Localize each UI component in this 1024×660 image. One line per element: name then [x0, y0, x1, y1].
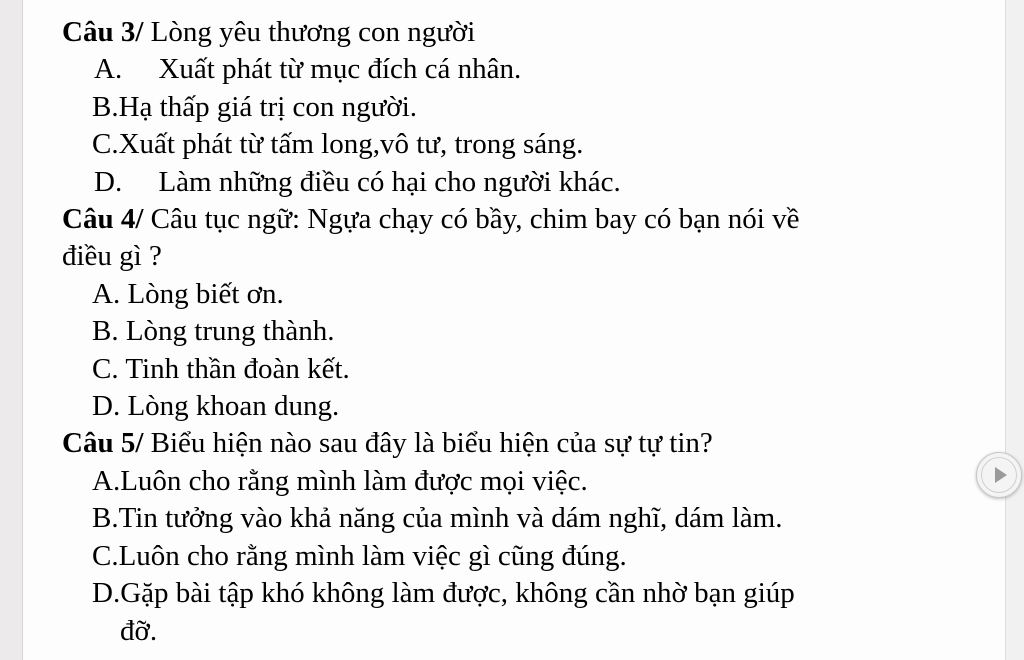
question-text-4-continued: điều gì ?	[62, 240, 162, 273]
option-5-a: A.Luôn cho rằng mình làm được mọi việc.	[92, 464, 588, 497]
option-4-c: C. Tinh thần đoàn kết.	[92, 352, 350, 385]
play-next-button[interactable]	[976, 452, 1022, 498]
question-label-5: Câu 5/	[62, 427, 144, 460]
option-4-d: D. Lòng khoan dung.	[92, 390, 340, 423]
option-3-b: B.Hạ thấp giá trị con người.	[92, 90, 418, 123]
question-heading-4	[62, 201, 962, 238]
question-label-4: Câu 4/	[62, 203, 144, 236]
option-3-c: C.Xuất phát từ tấm long,vô tư, trong sáng.	[92, 128, 584, 161]
question-block-3	[62, 14, 962, 201]
option-5-d: D.Gặp bài tập khó không làm được, không cần nhờ bạn giúp	[92, 577, 795, 610]
question-heading-3	[62, 14, 962, 51]
question-heading-5	[62, 425, 962, 462]
question-text-3: Lòng yêu thương con người	[143, 16, 476, 48]
option-5-b: B.Tin tưởng vào khả năng của mình và dám nghĩ, dám làm.	[92, 502, 783, 535]
option-3-a: A. Xuất phát từ mục đích cá nhân.	[94, 53, 522, 86]
question-block-5	[62, 425, 962, 649]
document-content	[62, 14, 962, 650]
option-4-b: B. Lòng trung thành.	[92, 315, 335, 348]
option-4-a: A. Lòng biết ơn.	[92, 277, 284, 310]
option-5-d-continued: đỡ.	[120, 614, 158, 647]
question-text-4: Câu tục ngữ: Ngựa chạy có bầy, chim bay có bạn nói về	[143, 203, 800, 236]
page-right-margin	[1005, 0, 1024, 660]
option-3-d: D. Làm những điều có hại cho người khác.	[94, 165, 621, 198]
option-5-c: C.Luôn cho rằng mình làm việc gì cũng đúng.	[92, 539, 627, 572]
page-left-margin	[0, 0, 23, 660]
question-text-5: Biểu hiện nào sau đây là biểu hiện của sự tự tin?	[143, 427, 713, 460]
question-label-3: Câu 3/	[62, 16, 144, 48]
play-button-ring	[981, 457, 1017, 493]
question-block-4	[62, 201, 962, 425]
